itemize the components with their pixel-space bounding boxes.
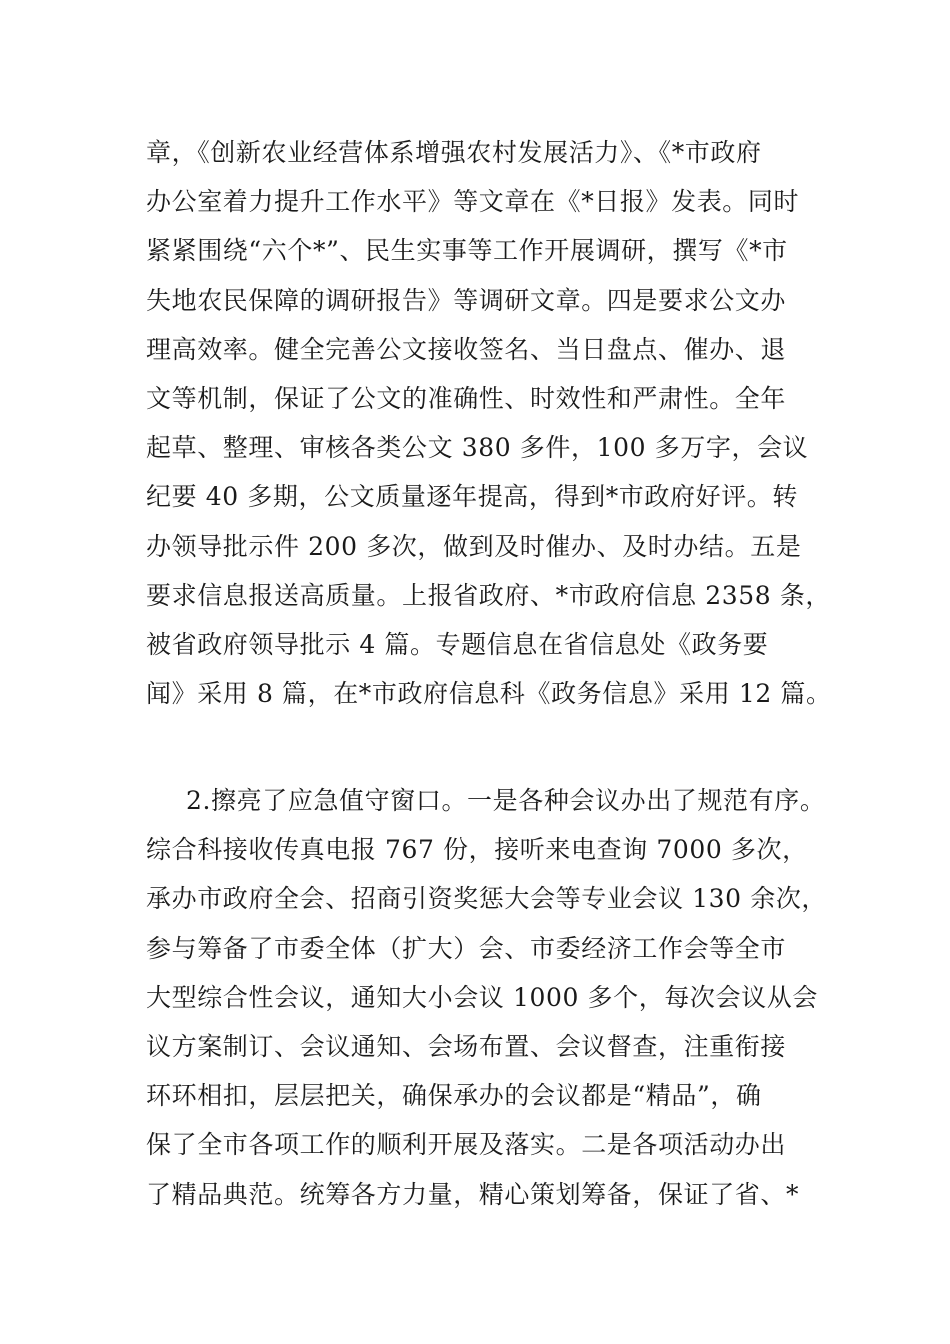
text-line: 保了全市各项工作的顺利开展及落实。二是各项活动办出: [146, 1130, 787, 1160]
paragraph-2: [146, 776, 866, 1219]
text-line: 起草、整理、审核各类公文 380 多件，100 多万字，会议: [146, 433, 809, 463]
text-line: 纪要 40 多期，公文质量逐年提高，得到*市政府好评。转: [146, 482, 799, 512]
text-line: 章，《创新农业经营体系增强农村发展活力》、《*市政府: [146, 138, 762, 167]
text-line: 大型综合性会议，通知大小会议 1000 多个，每次会议从会: [146, 982, 818, 1012]
text-line: 办公室着力提升工作水平》等文章在《*日报》发表。同时: [146, 187, 800, 217]
text-line: 承办市政府全会、招商引资奖惩大会等专业会议 130 余次，: [146, 884, 828, 914]
text-line: 闻》采用 8 篇，在*市政府信息科《政务信息》采用 12 篇。: [146, 679, 832, 709]
text-line: 了精品典范。统筹各方力量，精心策划筹备，保证了省、*: [146, 1179, 800, 1209]
paragraph-1: [146, 128, 866, 718]
text-line: 环环相扣，层层把关，确保承办的会议都是“精品”，确: [146, 1081, 762, 1111]
section-heading-line: 2.擦亮了应急值守窗口。一是各种会议办出了规范有序。: [186, 786, 826, 815]
text-line: 议方案制订、会议通知、会场布置、会议督查，注重衔接: [146, 1031, 787, 1061]
text-line: 综合科接收传真电报 767 份，接听来电查询 7000 多次，: [146, 835, 808, 865]
text-line: 文等机制，保证了公文的准确性、时效性和严肃性。全年: [146, 383, 787, 413]
text-line: 理高效率。健全完善公文接收签名、当日盘点、催办、退: [146, 334, 787, 364]
text-line: 参与筹备了市委全体（扩大）会、市委经济工作会等全市: [146, 933, 787, 963]
text-line: 办领导批示件 200 多次，做到及时催办、及时办结。五是: [146, 531, 802, 561]
text-line: 要求信息报送高质量。上报省政府、*市政府信息 2358 条，: [146, 580, 832, 610]
text-line: 失地农民保障的调研报告》等调研文章。四是要求公文办: [146, 285, 787, 315]
text-line: 被省政府领导批示 4 篇。专题信息在省信息处《政务要: [146, 629, 769, 659]
text-line: 紧紧围绕“六个*”、民生实事等工作开展调研，撰写《*市: [146, 236, 788, 266]
